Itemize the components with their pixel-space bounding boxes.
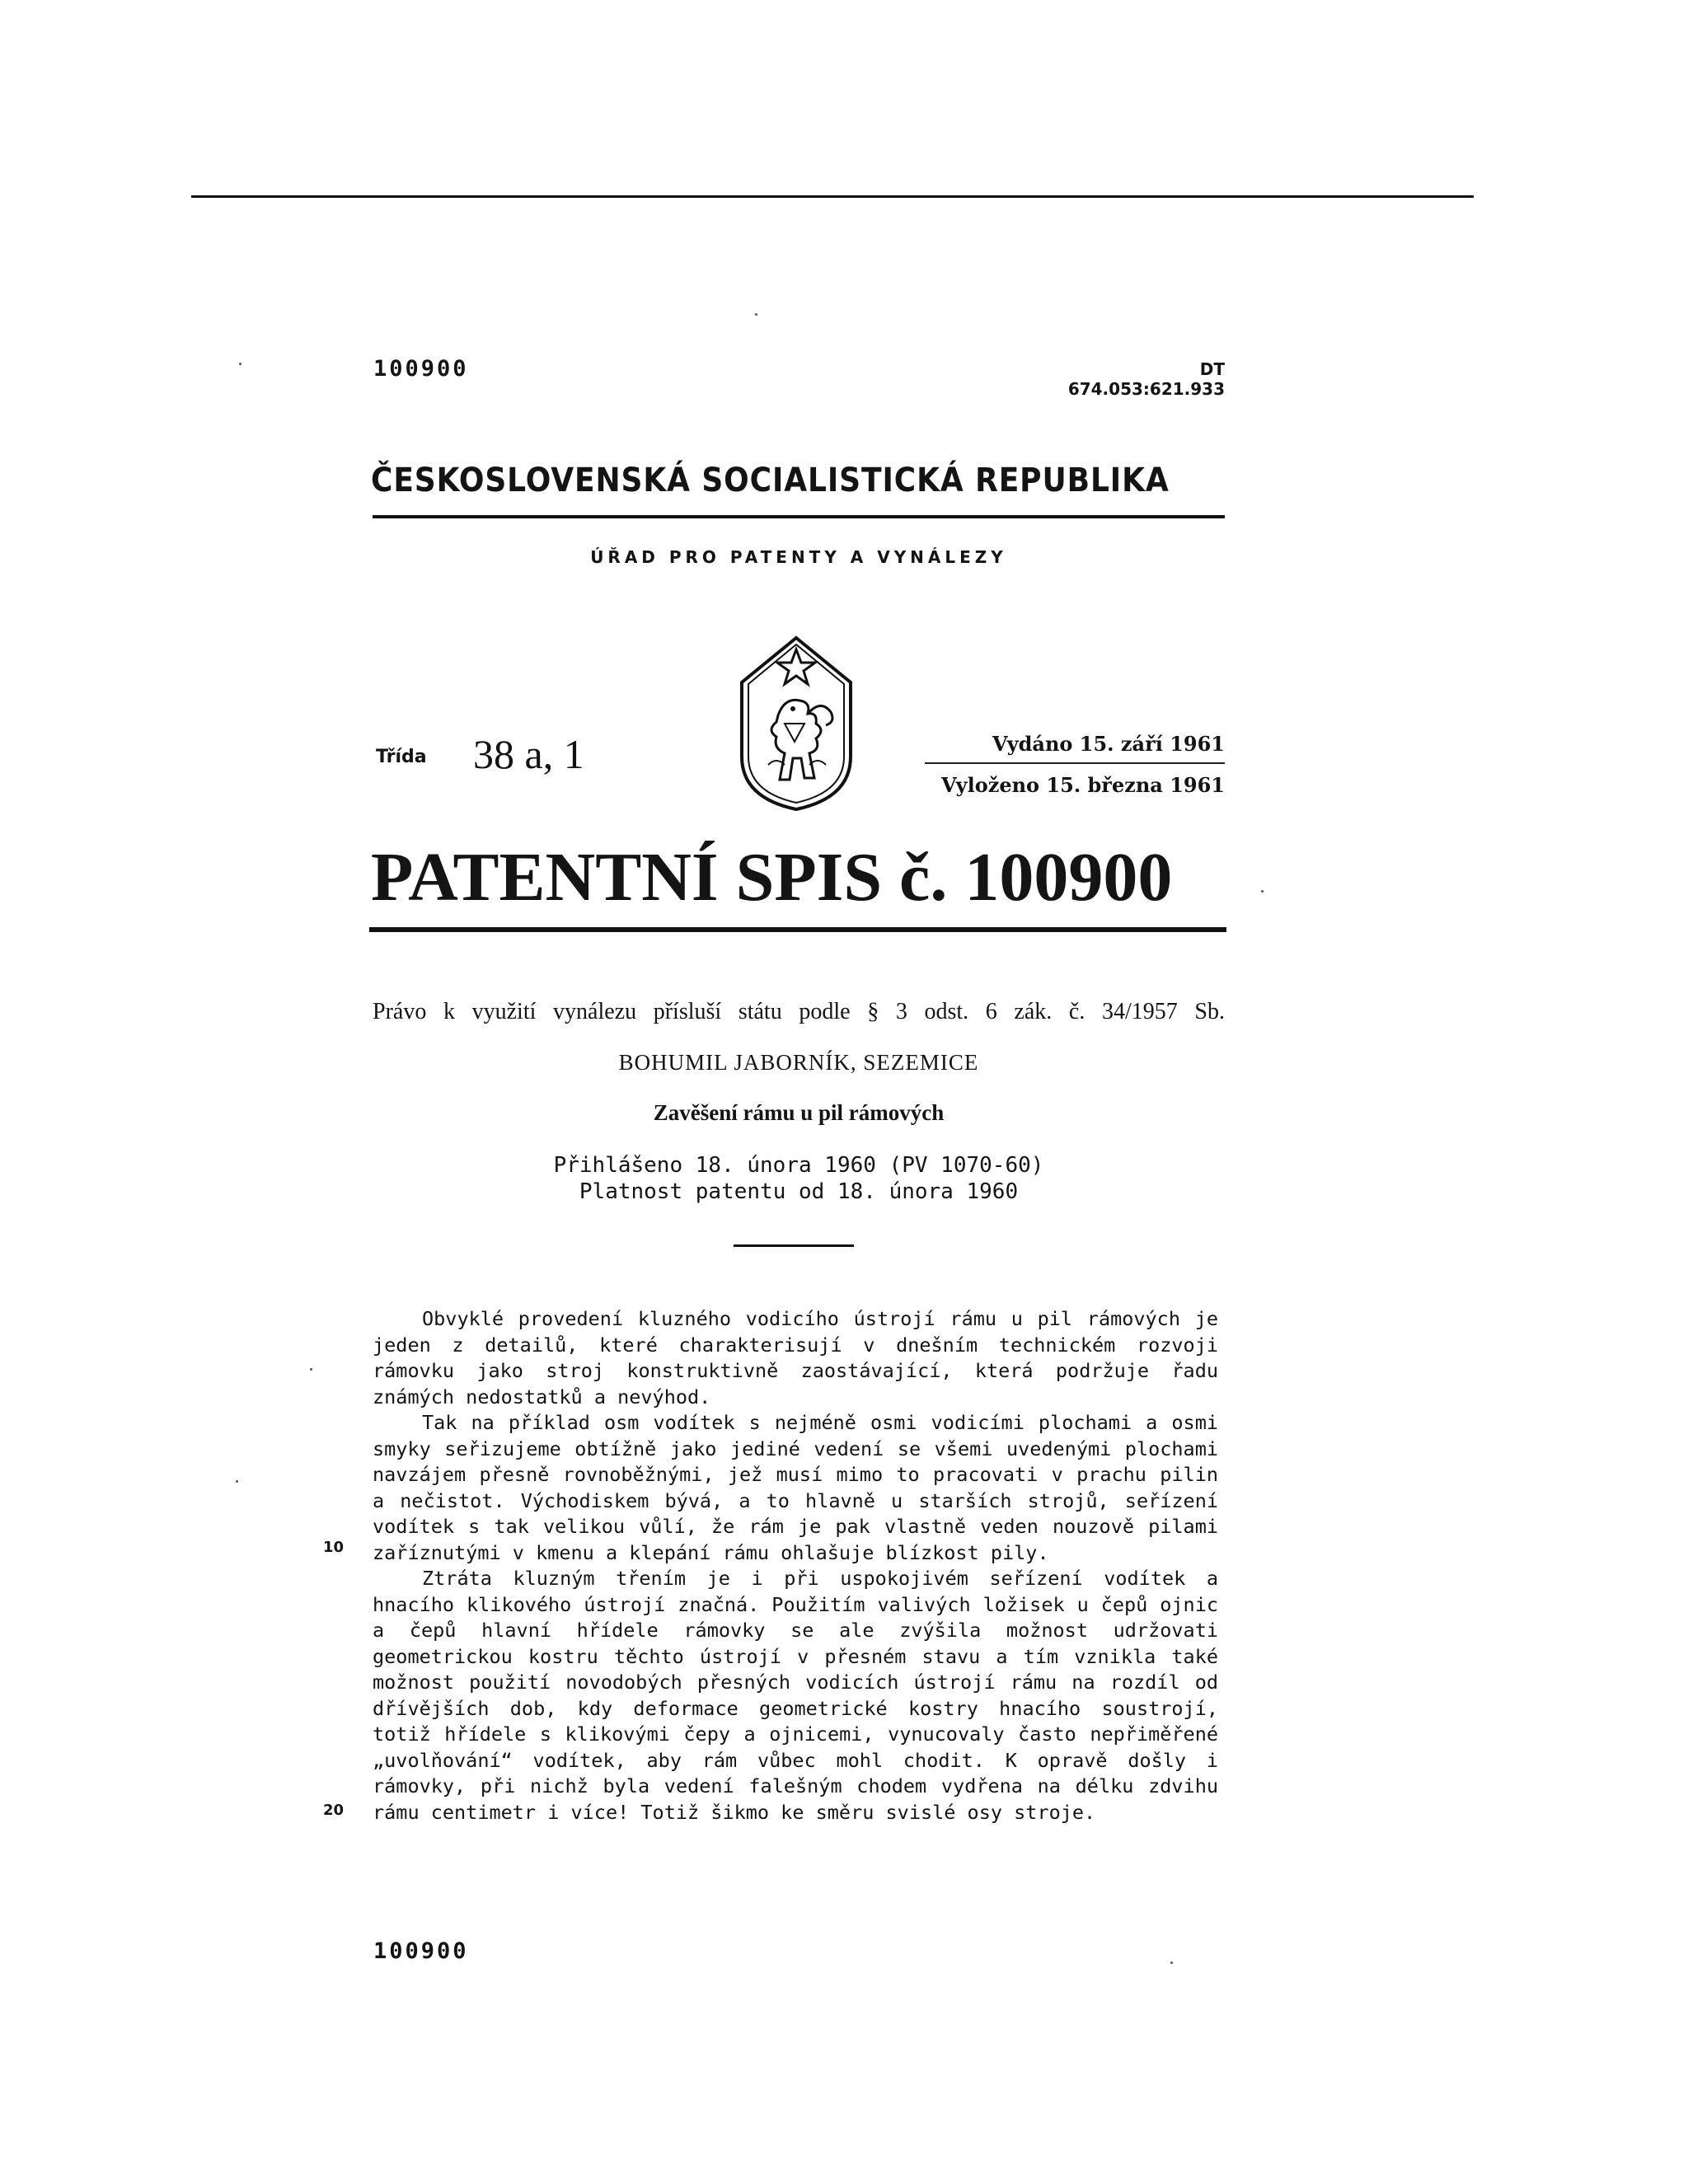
republic-rule [373, 515, 1225, 518]
paragraph: Tak na příklad osm vodítek s nejméně osmi vodicími plochami a osmi smyky seřizujeme obtížně jako jediné vedení se všemi uvedenými plochami navzájem přesně rovnoběžnými, jež musí mimo to pracovati v prachu pilin a nečistot. Východiskem bývá, a to hlavně u starších strojů, seřízení vodítek s tak velikou vůlí, že rám je pak vlastně veden nouzově pilami zaříznutými v kmenu a klepání rámu ohlašuje blízkost pily. [373, 1411, 1218, 1564]
scan-speck [239, 363, 241, 365]
line-number: 10 [323, 1539, 345, 1556]
udc-classification: DT 674.053:621.933 [1067, 359, 1225, 399]
scan-speck [236, 1480, 238, 1483]
class-value: 38 a, 1 [473, 731, 584, 777]
published-date: Vyloženo 15. března 1961 [940, 773, 1225, 797]
paragraph: Ztráta kluzným třením je i při uspokojivém seřízení vodítek a hnacího klikového ústrojí značná. Použitím valivých ložisek u čepů ojnic a čepů hlavní hřídele rámovky se ale zvýšila možnost udržovati geometrickou kostru těchto ústrojí v přesném stavu a tím vznikla také možnost použití novodobých přesných vodicích ústrojí rámu na rozdíl od dřívějších dob, kdy deformace geometrické kostry hnacího soustrojí, totiž hřídele s klikovými čepy a ojnicemi, vynucovaly často nepřiměřené „uvolňování“ vodítek, aby rám vůbec mohl chodit. K opravě došly i rámovky, při nichž byla vedení falešným chodem vydřena na délku zdvihu rámu centimetr i více! Totiž šikmo ke směru svislé osy stroje. [373, 1567, 1218, 1824]
issued-date: Vydáno 15. září 1961 [992, 732, 1225, 756]
class-label: Třída [376, 747, 427, 767]
scan-speck [310, 1368, 312, 1371]
scan-speck [755, 313, 757, 316]
section-divider [734, 1244, 854, 1247]
title-rule [369, 927, 1226, 932]
state-emblem-lion-icon [735, 633, 857, 814]
republic-heading: ČESKOSLOVENSKÁ SOCIALISTICKÁ REPUBLIKA [371, 462, 1170, 499]
body-text [373, 1306, 1218, 1825]
scan-speck [1261, 890, 1264, 893]
patent-office-heading: ÚŘAD PRO PATENTY A VYNÁLEZY [590, 547, 1007, 567]
paragraph: Obvyklé provedení kluzného vodicího ústrojí rámu u pil rámových je jeden z detailů, které charakterisují v dnešním technickém rozvoji rámovku jako stroj konstruktivně zaostávající, která podržuje řadu známých nedostatků a nevýhod. [373, 1307, 1218, 1408]
author: BOHUMIL JABORNÍK, SEZEMICE [618, 1050, 979, 1075]
rights-line: Právo k využití vynálezu přísluší státu podle § 3 odst. 6 zák. č. 34/1957 Sb. [373, 999, 1225, 1024]
header-doc-number: 100900 [373, 356, 469, 382]
top-rule [191, 195, 1474, 198]
validity-date: Platnost patentu od 18. února 1960 [579, 1179, 1019, 1204]
filing-info [373, 1152, 1225, 1205]
filed-date: Přihlášeno 18. února 1960 (PV 1070-60) [553, 1153, 1044, 1178]
dates-rule [925, 762, 1225, 764]
patent-title: PATENTNÍ SPIS č. 100900 [371, 839, 1173, 916]
line-number: 20 [323, 1802, 345, 1819]
scan-speck [1170, 1961, 1173, 1964]
footer-doc-number: 100900 [373, 1938, 469, 1964]
invention-title: Zavěšení rámu u pil rámových [653, 1100, 945, 1125]
